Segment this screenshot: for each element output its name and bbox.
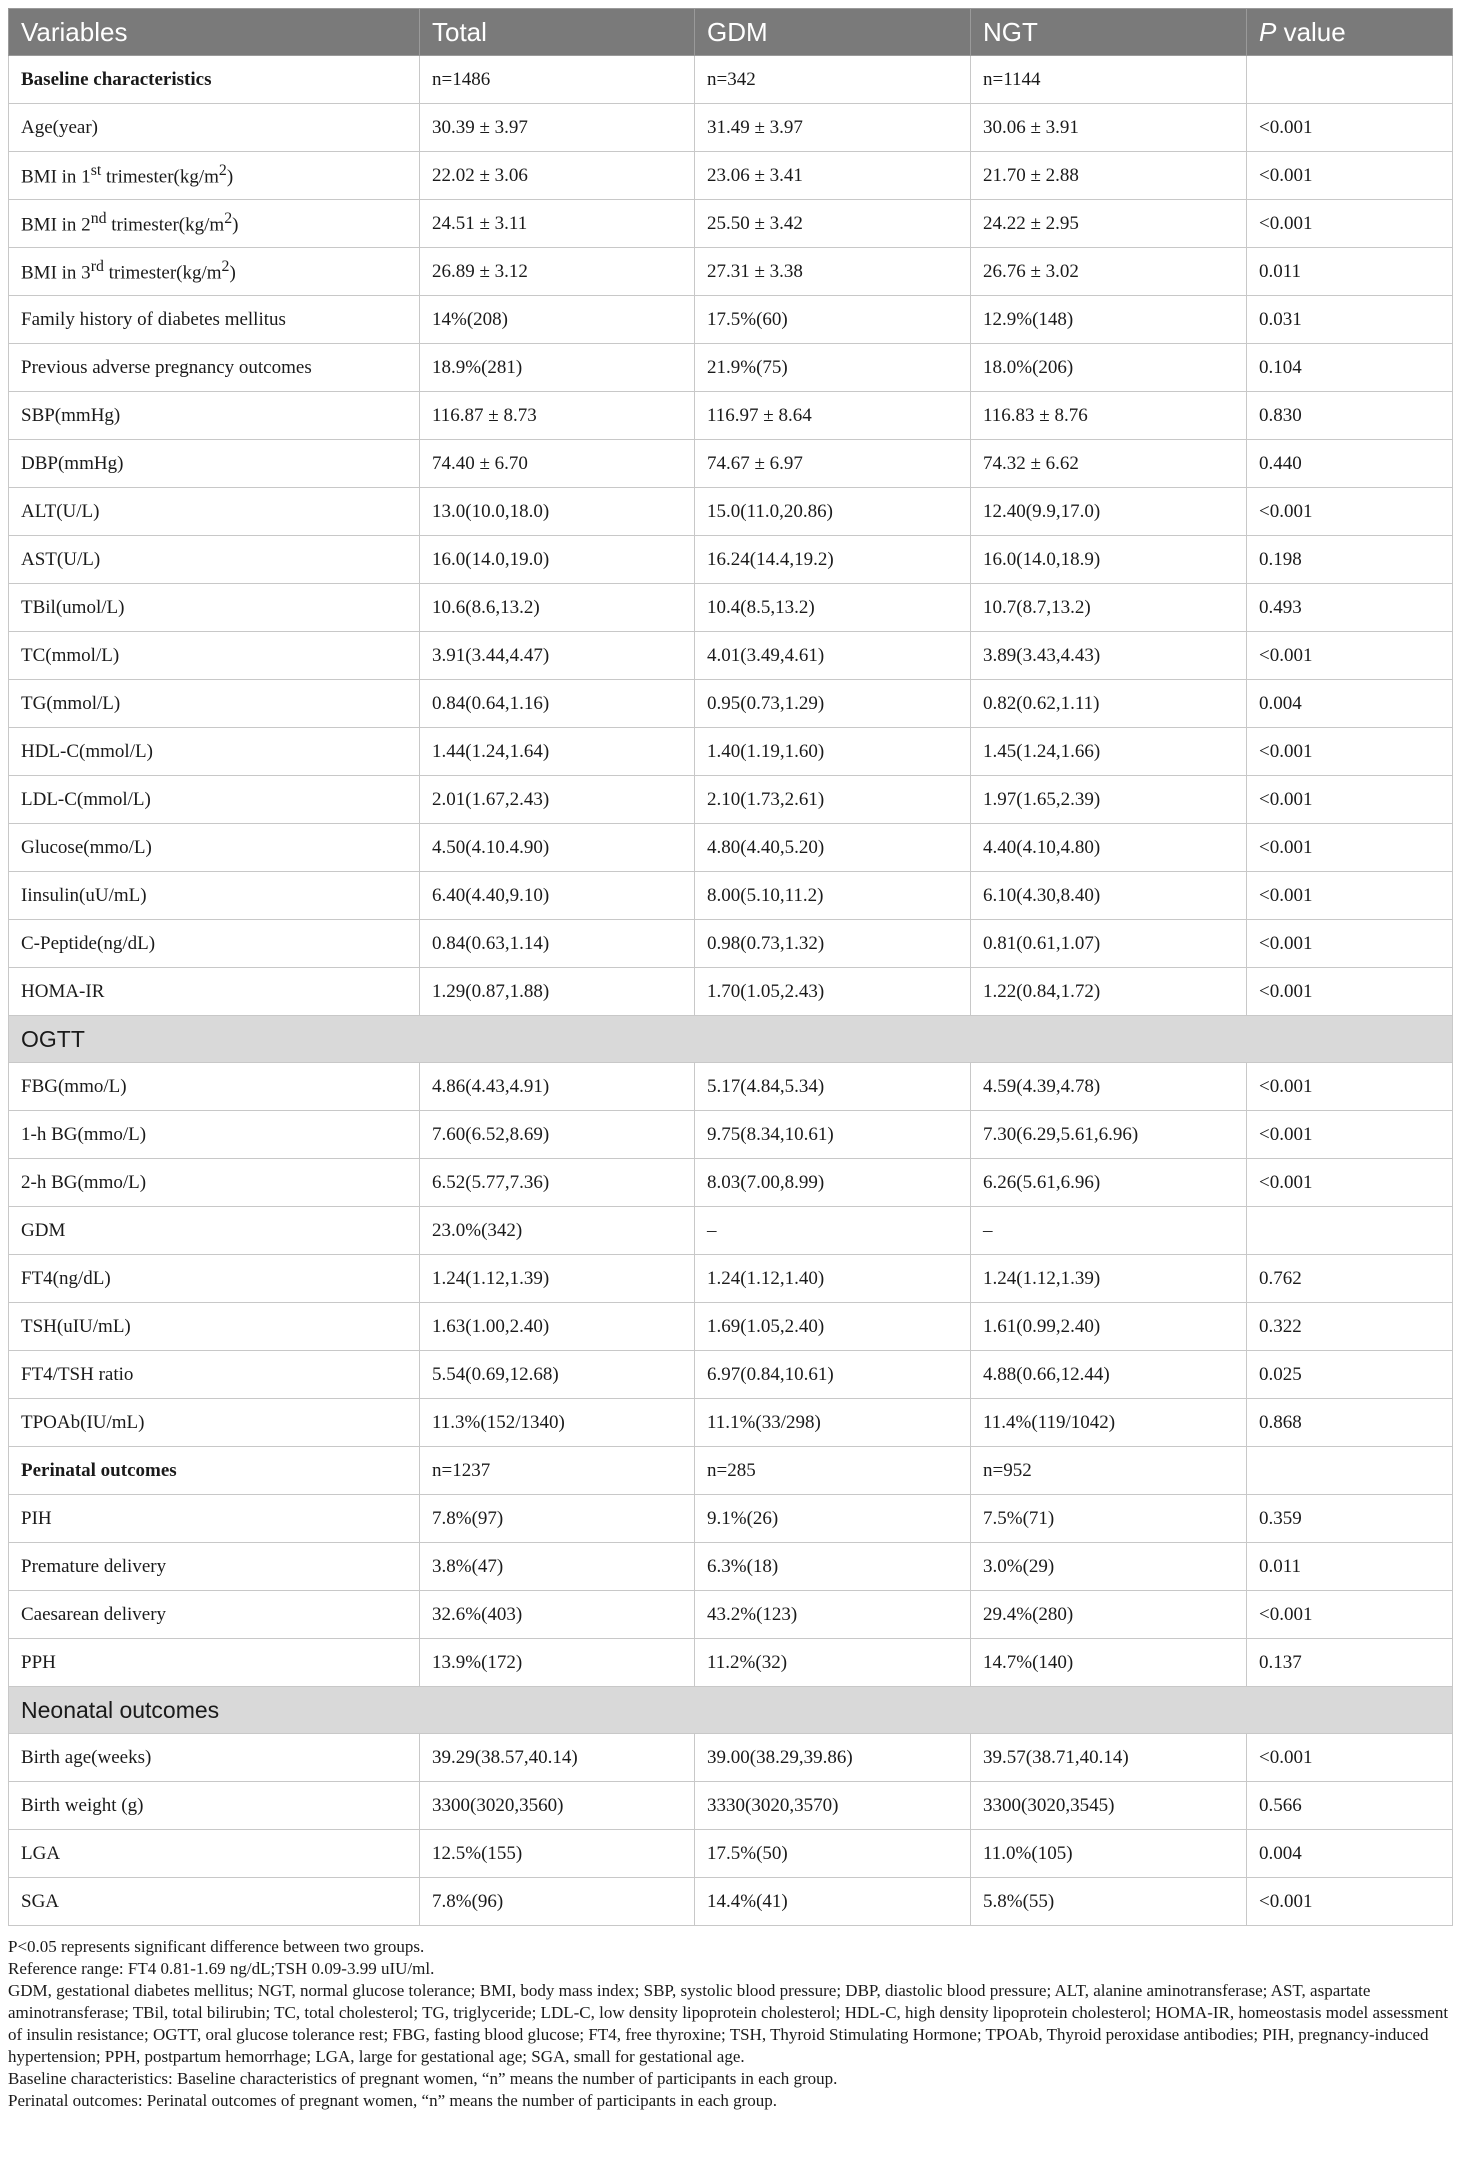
- cell-p: <0.001: [1247, 200, 1453, 248]
- row-label: Age(year): [9, 104, 420, 152]
- cell-ngt: 7.5%(71): [971, 1495, 1247, 1543]
- cell-gdm: 17.5%(60): [695, 296, 971, 344]
- table-row: [9, 1111, 1453, 1159]
- cell-total: 30.39 ± 3.97: [420, 104, 695, 152]
- cell-gdm: 31.49 ± 3.97: [695, 104, 971, 152]
- cell-gdm: 9.75(8.34,10.61): [695, 1111, 971, 1159]
- table-footnotes: [8, 1936, 1452, 2112]
- cell-ngt: 1.22(0.84,1.72): [971, 968, 1247, 1016]
- cell-total: 4.50(4.10.4.90): [420, 824, 695, 872]
- row-label: TG(mmol/L): [9, 680, 420, 728]
- cell-gdm: 21.9%(75): [695, 344, 971, 392]
- row-label-part: trimester(kg/m: [101, 166, 219, 188]
- cell-ngt: 10.7(8.7,13.2): [971, 584, 1247, 632]
- cell-p: 0.004: [1247, 680, 1453, 728]
- cell-p: <0.001: [1247, 488, 1453, 536]
- footnote: Perinatal outcomes: Perinatal outcomes of pregnant women, “n” means the number of participants in each group.: [8, 2091, 778, 2110]
- cell-ngt: 16.0(14.0,18.9): [971, 536, 1247, 584]
- table-row: [9, 1399, 1453, 1447]
- cell-total: 7.8%(97): [420, 1495, 695, 1543]
- cell-ngt: 11.0%(105): [971, 1830, 1247, 1878]
- row-label-part: BMI in 1: [21, 166, 91, 188]
- cell-p: <0.001: [1247, 1111, 1453, 1159]
- table-row: [9, 440, 1453, 488]
- row-label: Premature delivery: [9, 1543, 420, 1591]
- cell-total: 6.52(5.77,7.36): [420, 1159, 695, 1207]
- row-label: 1-h BG(mmo/L): [9, 1111, 420, 1159]
- cell-ngt: 11.4%(119/1042): [971, 1399, 1247, 1447]
- cell-ngt: 3.0%(29): [971, 1543, 1247, 1591]
- footnote: GDM, gestational diabetes mellitus; NGT, normal glucose tolerance; BMI, body mass index; SBP, systolic blood pressure; DBP, diastolic blood pressure; ALT, alanine aminotransferase; AST, aspartate aminotransferase; TBil, total bilirubin; TC, total cholesterol; TG, triglyceride; LDL-C, low density lipoprotein cholesterol; HDL-C, high density lipoprotein cholesterol; HOMA-IR, homeostasis model assessment of insulin resistance; OGTT, oral glucose tolerance rest; FBG, fasting blood glucose; FT4, free thyroxine; TSH, Thyroid Stimulating Hormone; TPOAb, Thyroid peroxidase antibodies; PIH, pregnancy-induced hypertension; PPH, postpartum hemorrhage; LGA, large for gestational age; SGA, small for gestational age.: [8, 1981, 1449, 2066]
- header-ngt: NGT: [971, 9, 1247, 56]
- cell-gdm: 4.01(3.49,4.61): [695, 632, 971, 680]
- cell-total: 116.87 ± 8.73: [420, 392, 695, 440]
- cell-p: <0.001: [1247, 1734, 1453, 1782]
- cell-total: 1.44(1.24,1.64): [420, 728, 695, 776]
- cell-ngt: 39.57(38.71,40.14): [971, 1734, 1247, 1782]
- cell-gdm: 43.2%(123): [695, 1591, 971, 1639]
- table-row: [9, 488, 1453, 536]
- section-title: Neonatal outcomes: [9, 1687, 1453, 1734]
- cell-p: 0.025: [1247, 1351, 1453, 1399]
- cell-ngt: 4.88(0.66,12.44): [971, 1351, 1247, 1399]
- cell-ngt: 4.40(4.10,4.80): [971, 824, 1247, 872]
- cell-total: 2.01(1.67,2.43): [420, 776, 695, 824]
- header-p-rest: value: [1276, 16, 1346, 47]
- cell-p: 0.011: [1247, 1543, 1453, 1591]
- cell-gdm: 5.17(4.84,5.34): [695, 1063, 971, 1111]
- table-row: [9, 1159, 1453, 1207]
- row-label: TBil(umol/L): [9, 584, 420, 632]
- row-label-part: ): [232, 214, 239, 236]
- table-row: [9, 104, 1453, 152]
- cell-ngt: 0.81(0.61,1.07): [971, 920, 1247, 968]
- cell-gdm: 6.3%(18): [695, 1543, 971, 1591]
- cell-p: <0.001: [1247, 968, 1453, 1016]
- table-row: [9, 1734, 1453, 1782]
- cell-p: 0.762: [1247, 1255, 1453, 1303]
- section-row: [9, 1687, 1453, 1734]
- cell-total: 7.8%(96): [420, 1878, 695, 1926]
- row-label: PPH: [9, 1639, 420, 1687]
- row-label: DBP(mmHg): [9, 440, 420, 488]
- row-label-superscript: nd: [90, 210, 107, 228]
- table-row: [9, 1351, 1453, 1399]
- cell-gdm: 11.1%(33/298): [695, 1399, 971, 1447]
- cell-ngt: 6.10(4.30,8.40): [971, 872, 1247, 920]
- row-label: Caesarean delivery: [9, 1591, 420, 1639]
- cell-p: 0.566: [1247, 1782, 1453, 1830]
- table-row: [9, 392, 1453, 440]
- row-label: TC(mmol/L): [9, 632, 420, 680]
- cell-total: 32.6%(403): [420, 1591, 695, 1639]
- section-row: [9, 1016, 1453, 1063]
- row-label: Glucose(mmo/L): [9, 824, 420, 872]
- table-row: [9, 200, 1453, 248]
- cell-gdm: 15.0(11.0,20.86): [695, 488, 971, 536]
- row-label: PIH: [9, 1495, 420, 1543]
- row-label: [9, 200, 420, 248]
- cell-p: <0.001: [1247, 152, 1453, 200]
- table-row: [9, 248, 1453, 296]
- cell-ngt: 3300(3020,3545): [971, 1782, 1247, 1830]
- table-row: [9, 680, 1453, 728]
- cell-total: n=1486: [420, 56, 695, 104]
- row-label: HDL-C(mmol/L): [9, 728, 420, 776]
- table-row: [9, 1255, 1453, 1303]
- cell-total: 1.63(1.00,2.40): [420, 1303, 695, 1351]
- row-label: Birth weight (g): [9, 1782, 420, 1830]
- cell-p: <0.001: [1247, 872, 1453, 920]
- table-row: [9, 1639, 1453, 1687]
- table-row: [9, 536, 1453, 584]
- row-label-part: trimester(kg/m: [106, 214, 225, 236]
- row-label-part: BMI in 3: [21, 262, 91, 284]
- cell-gdm: 0.95(0.73,1.29): [695, 680, 971, 728]
- cell-ngt: 14.7%(140): [971, 1639, 1247, 1687]
- row-label: SGA: [9, 1878, 420, 1926]
- cell-p: <0.001: [1247, 920, 1453, 968]
- row-label: AST(U/L): [9, 536, 420, 584]
- cell-total: 23.0%(342): [420, 1207, 695, 1255]
- cell-p: 0.198: [1247, 536, 1453, 584]
- cell-p: <0.001: [1247, 728, 1453, 776]
- row-label: 2-h BG(mmo/L): [9, 1159, 420, 1207]
- cell-total: 1.29(0.87,1.88): [420, 968, 695, 1016]
- cell-gdm: 25.50 ± 3.42: [695, 200, 971, 248]
- row-label-part: ): [226, 166, 234, 188]
- table-row: [9, 824, 1453, 872]
- row-label: TPOAb(IU/mL): [9, 1399, 420, 1447]
- cell-gdm: 1.70(1.05,2.43): [695, 968, 971, 1016]
- cell-p: 0.322: [1247, 1303, 1453, 1351]
- row-label: HOMA-IR: [9, 968, 420, 1016]
- cell-ngt: 24.22 ± 2.95: [971, 200, 1247, 248]
- row-label: FBG(mmo/L): [9, 1063, 420, 1111]
- cell-total: 3.91(3.44,4.47): [420, 632, 695, 680]
- cell-ngt: 26.76 ± 3.02: [971, 248, 1247, 296]
- cell-p: 0.004: [1247, 1830, 1453, 1878]
- cell-total: 13.0(10.0,18.0): [420, 488, 695, 536]
- cell-p: 0.031: [1247, 296, 1453, 344]
- row-label: Birth age(weeks): [9, 1734, 420, 1782]
- cell-ngt: n=952: [971, 1447, 1247, 1495]
- cell-ngt: 0.82(0.62,1.11): [971, 680, 1247, 728]
- table-row: [9, 1782, 1453, 1830]
- table-row: [9, 968, 1453, 1016]
- cell-p: <0.001: [1247, 1878, 1453, 1926]
- cell-gdm: 9.1%(26): [695, 1495, 971, 1543]
- header-variables: Variables: [9, 9, 420, 56]
- row-label: Iinsulin(uU/mL): [9, 872, 420, 920]
- cell-total: 12.5%(155): [420, 1830, 695, 1878]
- cell-p: <0.001: [1247, 824, 1453, 872]
- cell-p: <0.001: [1247, 1159, 1453, 1207]
- cell-ngt: 30.06 ± 3.91: [971, 104, 1247, 152]
- table-row: [9, 56, 1453, 104]
- table-header-row: [9, 9, 1453, 56]
- cell-ngt: 116.83 ± 8.76: [971, 392, 1247, 440]
- cell-total: 1.24(1.12,1.39): [420, 1255, 695, 1303]
- cell-total: 14%(208): [420, 296, 695, 344]
- cell-ngt: 1.24(1.12,1.39): [971, 1255, 1247, 1303]
- cell-p: 0.440: [1247, 440, 1453, 488]
- cell-gdm: 1.40(1.19,1.60): [695, 728, 971, 776]
- table-row: [9, 776, 1453, 824]
- table-row: [9, 1543, 1453, 1591]
- cell-gdm: 2.10(1.73,2.61): [695, 776, 971, 824]
- cell-p: <0.001: [1247, 1063, 1453, 1111]
- table-row: [9, 1447, 1453, 1495]
- cell-p: <0.001: [1247, 104, 1453, 152]
- row-label: SBP(mmHg): [9, 392, 420, 440]
- row-label-part: trimester(kg/m: [103, 262, 222, 284]
- cell-gdm: 10.4(8.5,13.2): [695, 584, 971, 632]
- cell-p: [1247, 1447, 1453, 1495]
- table-row: [9, 728, 1453, 776]
- table-row: [9, 344, 1453, 392]
- cell-ngt: 3.89(3.43,4.43): [971, 632, 1247, 680]
- table-row: [9, 1830, 1453, 1878]
- table-row: [9, 584, 1453, 632]
- header-p-value: [1247, 9, 1453, 56]
- cell-gdm: 8.03(7.00,8.99): [695, 1159, 971, 1207]
- cell-total: 5.54(0.69,12.68): [420, 1351, 695, 1399]
- cell-p: 0.830: [1247, 392, 1453, 440]
- row-label-part: BMI in 2: [21, 214, 91, 236]
- table-row: [9, 872, 1453, 920]
- header-gdm: GDM: [695, 9, 971, 56]
- cell-total: 0.84(0.64,1.16): [420, 680, 695, 728]
- table-row: [9, 1591, 1453, 1639]
- row-label: LDL-C(mmol/L): [9, 776, 420, 824]
- row-label: TSH(uIU/mL): [9, 1303, 420, 1351]
- row-label: Previous adverse pregnancy outcomes: [9, 344, 420, 392]
- cell-p: <0.001: [1247, 1591, 1453, 1639]
- row-label-superscript: 2: [221, 258, 230, 276]
- cell-p: [1247, 56, 1453, 104]
- cell-gdm: 4.80(4.40,5.20): [695, 824, 971, 872]
- cell-ngt: 1.45(1.24,1.66): [971, 728, 1247, 776]
- row-label: C-Peptide(ng/dL): [9, 920, 420, 968]
- cell-p: 0.137: [1247, 1639, 1453, 1687]
- row-label-part: ): [229, 262, 236, 284]
- cell-total: 0.84(0.63,1.14): [420, 920, 695, 968]
- cell-total: 3300(3020,3560): [420, 1782, 695, 1830]
- cell-ngt: 7.30(6.29,5.61,6.96): [971, 1111, 1247, 1159]
- header-total: Total: [420, 9, 695, 56]
- cell-ngt: 12.40(9.9,17.0): [971, 488, 1247, 536]
- row-label: FT4(ng/dL): [9, 1255, 420, 1303]
- cell-total: 11.3%(152/1340): [420, 1399, 695, 1447]
- cell-gdm: 23.06 ± 3.41: [695, 152, 971, 200]
- cell-ngt: 29.4%(280): [971, 1591, 1247, 1639]
- row-label: [9, 248, 420, 296]
- cell-gdm: 6.97(0.84,10.61): [695, 1351, 971, 1399]
- row-label-superscript: rd: [90, 258, 104, 276]
- cell-ngt: 18.0%(206): [971, 344, 1247, 392]
- cell-total: 16.0(14.0,19.0): [420, 536, 695, 584]
- document: [8, 8, 1452, 2112]
- footnote: Baseline characteristics: Baseline characteristics of pregnant women, “n” means the number of participants in each group.: [8, 2069, 838, 2088]
- table-row: [9, 920, 1453, 968]
- cell-ngt: 6.26(5.61,6.96): [971, 1159, 1247, 1207]
- cell-gdm: 74.67 ± 6.97: [695, 440, 971, 488]
- row-label-superscript: 2: [218, 162, 227, 180]
- table-row: [9, 1495, 1453, 1543]
- cell-total: 7.60(6.52,8.69): [420, 1111, 695, 1159]
- cell-p: <0.001: [1247, 776, 1453, 824]
- cell-p: 0.493: [1247, 584, 1453, 632]
- row-label: GDM: [9, 1207, 420, 1255]
- row-label: FT4/TSH ratio: [9, 1351, 420, 1399]
- cell-ngt: 12.9%(148): [971, 296, 1247, 344]
- footnote: P<0.05 represents significant difference between two groups.: [8, 1937, 425, 1956]
- table-row: [9, 1303, 1453, 1351]
- cell-total: 4.86(4.43,4.91): [420, 1063, 695, 1111]
- cell-total: 22.02 ± 3.06: [420, 152, 695, 200]
- row-label: [9, 152, 420, 200]
- cell-ngt: 5.8%(55): [971, 1878, 1247, 1926]
- cell-total: 6.40(4.40,9.10): [420, 872, 695, 920]
- cell-ngt: –: [971, 1207, 1247, 1255]
- cell-p: 0.011: [1247, 248, 1453, 296]
- cell-total: 24.51 ± 3.11: [420, 200, 695, 248]
- cell-gdm: n=342: [695, 56, 971, 104]
- cell-gdm: 0.98(0.73,1.32): [695, 920, 971, 968]
- cell-gdm: 17.5%(50): [695, 1830, 971, 1878]
- cell-gdm: 1.69(1.05,2.40): [695, 1303, 971, 1351]
- results-table: [8, 8, 1453, 1926]
- table-body: [9, 56, 1453, 1926]
- cell-gdm: 116.97 ± 8.64: [695, 392, 971, 440]
- table-row: [9, 296, 1453, 344]
- cell-total: 13.9%(172): [420, 1639, 695, 1687]
- cell-ngt: n=1144: [971, 56, 1247, 104]
- row-label: ALT(U/L): [9, 488, 420, 536]
- row-label: LGA: [9, 1830, 420, 1878]
- table-row: [9, 152, 1453, 200]
- row-label: Family history of diabetes mellitus: [9, 296, 420, 344]
- row-label-superscript: st: [90, 162, 102, 180]
- footnote: Reference range: FT4 0.81-1.69 ng/dL;TSH 0.09-3.99 uIU/ml.: [8, 1959, 435, 1978]
- cell-gdm: 8.00(5.10,11.2): [695, 872, 971, 920]
- cell-gdm: –: [695, 1207, 971, 1255]
- cell-total: 26.89 ± 3.12: [420, 248, 695, 296]
- cell-p: <0.001: [1247, 632, 1453, 680]
- cell-p: 0.359: [1247, 1495, 1453, 1543]
- cell-total: 18.9%(281): [420, 344, 695, 392]
- row-label: Baseline characteristics: [9, 56, 420, 104]
- header-p-italic: P: [1259, 16, 1277, 47]
- cell-total: 74.40 ± 6.70: [420, 440, 695, 488]
- cell-ngt: 1.61(0.99,2.40): [971, 1303, 1247, 1351]
- section-title: OGTT: [9, 1016, 1453, 1063]
- cell-ngt: 74.32 ± 6.62: [971, 440, 1247, 488]
- table-row: [9, 1878, 1453, 1926]
- cell-total: 39.29(38.57,40.14): [420, 1734, 695, 1782]
- cell-gdm: 14.4%(41): [695, 1878, 971, 1926]
- cell-p: [1247, 1207, 1453, 1255]
- row-label-superscript: 2: [224, 210, 233, 228]
- cell-gdm: 39.00(38.29,39.86): [695, 1734, 971, 1782]
- cell-total: 3.8%(47): [420, 1543, 695, 1591]
- cell-ngt: 4.59(4.39,4.78): [971, 1063, 1247, 1111]
- table-row: [9, 1063, 1453, 1111]
- cell-gdm: 11.2%(32): [695, 1639, 971, 1687]
- table-row: [9, 632, 1453, 680]
- cell-gdm: 3330(3020,3570): [695, 1782, 971, 1830]
- cell-gdm: 1.24(1.12,1.40): [695, 1255, 971, 1303]
- cell-total: 10.6(8.6,13.2): [420, 584, 695, 632]
- cell-p: 0.104: [1247, 344, 1453, 392]
- cell-p: 0.868: [1247, 1399, 1453, 1447]
- cell-ngt: 21.70 ± 2.88: [971, 152, 1247, 200]
- table-row: [9, 1207, 1453, 1255]
- cell-total: n=1237: [420, 1447, 695, 1495]
- cell-gdm: 16.24(14.4,19.2): [695, 536, 971, 584]
- cell-gdm: 27.31 ± 3.38: [695, 248, 971, 296]
- cell-gdm: n=285: [695, 1447, 971, 1495]
- cell-ngt: 1.97(1.65,2.39): [971, 776, 1247, 824]
- row-label: Perinatal outcomes: [9, 1447, 420, 1495]
